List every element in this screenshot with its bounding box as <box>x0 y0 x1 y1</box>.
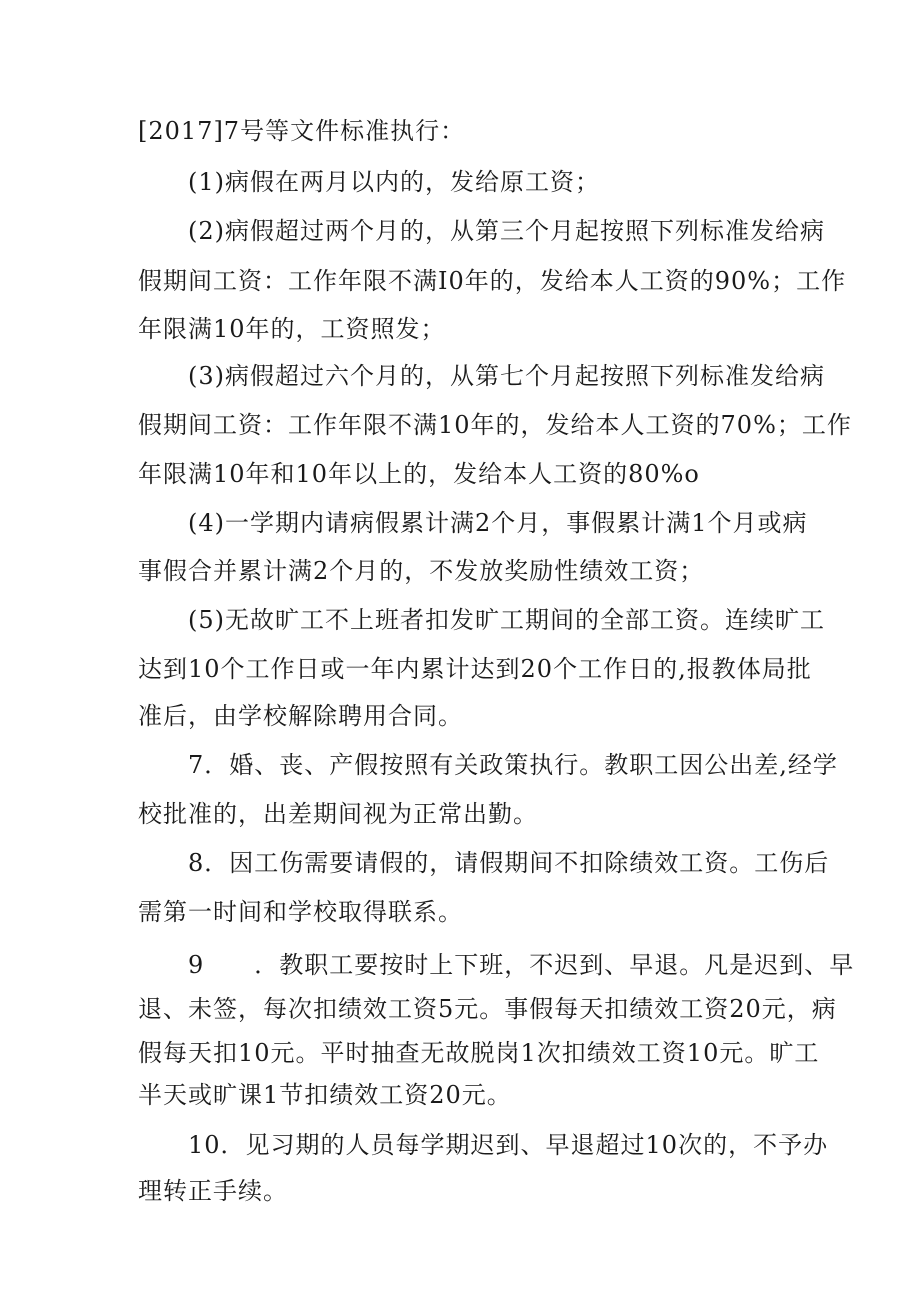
text-line: (4)一学期内请病假累计满2个月，事假累计满1个月或病 <box>188 509 808 537</box>
text-line: 假期间工资：工作年限不满10年的，发给本人工资的70%；工作 <box>138 411 852 439</box>
text-line: 准后，由学校解除聘用合同。 <box>138 702 463 730</box>
text-line: 需第一时间和学校取得联系。 <box>138 898 463 926</box>
text-line: 事假合并累计满2个月的，不发放奖励性绩效工资； <box>138 557 705 585</box>
text-line: [2017]7号等文件标准执行： <box>138 117 466 145</box>
text-line: (3)病假超过六个月的，从第七个月起按照下列标准发给病 <box>188 362 825 390</box>
text-line: 理转正手续。 <box>138 1177 288 1205</box>
text-line: 年限满10年和10年以上的，发给本人工资的80%o <box>138 460 700 488</box>
text-line: 达到10个工作日或一年内累计达到20个工作日的,报教体局批 <box>138 655 812 683</box>
text-line: (5)无故旷工不上班者扣发旷工期间的全部工资。连续旷工 <box>188 606 825 634</box>
text-line: 半天或旷课1节扣绩效工资20元。 <box>138 1081 512 1109</box>
text-line: 退、未签，每次扣绩效工资5元。事假每天扣绩效工资20元，病 <box>138 995 837 1023</box>
text-line: 7．婚、丧、产假按照有关政策执行。教职工因公出差,经学 <box>188 751 838 779</box>
text-line: 9 ．教职工要按时上下班，不迟到、早退。凡是迟到、早 <box>188 951 855 979</box>
text-line: 校批准的，出差期间视为正常出勤。 <box>138 800 538 828</box>
text-line: 8．因工伤需要请假的，请假期间不扣除绩效工资。工伤后 <box>188 849 830 877</box>
text-line: (2)病假超过两个月的，从第三个月起按照下列标准发给病 <box>188 217 825 245</box>
text-line: 年限满10年的，工资照发； <box>138 315 446 343</box>
text-line: 10．见习期的人员每学期迟到、早退超过10次的，不予办 <box>188 1131 829 1159</box>
text-line: (1)病假在两月以内的，发给原工资； <box>188 168 600 196</box>
text-line: 假期间工资：工作年限不满I0年的，发给本人工资的90%；工作 <box>138 267 847 295</box>
text-line: 假每天扣10元。平时抽查无故脱岗1次扣绩效工资10元。旷工 <box>138 1039 820 1067</box>
